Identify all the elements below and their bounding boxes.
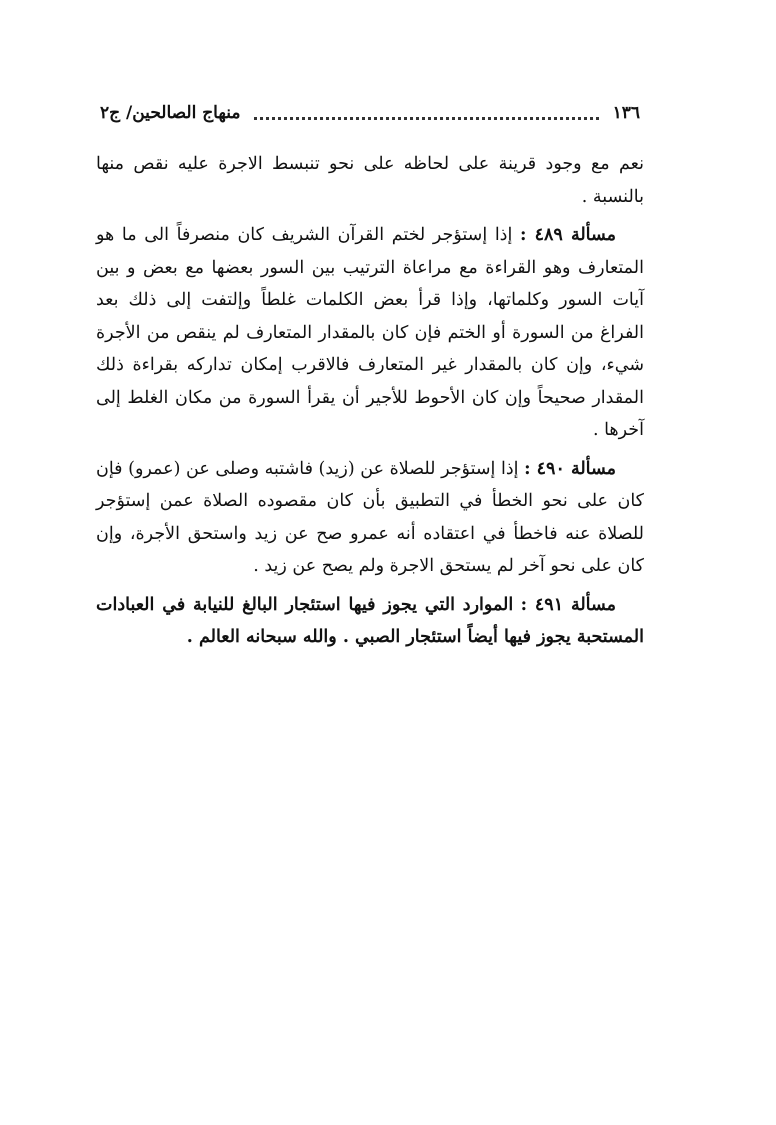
issue-490 bbox=[96, 453, 644, 583]
issue-text: إذا إستؤجر لختم القرآن الشريف كان منصرفاً الى ما هو المتعارف وهو القراءة مع مراعاة الترتيب بين السور بعضها مع بعض و بين آيات السور وكلماتها، وإذا قرأ بعض الكلمات غلطاً وإلتفت إلى ذلك بعد الفراغ من السورة أو الختم فإن كان بالمقدار المتعارف لم ينقص من الأجرة شيء، وإن كان بالمقدار غير المتعارف فالاقرب إمكان تداركه بقراءة ذلك المقدار صحيحاً وإن كان الأحوط للأجير أن يقرأ السورة من مكان الغلط إلى آخرها . bbox=[96, 225, 644, 440]
issue-text-bold: الموارد التي يجوز فيها استئجار البالغ للنيابة في العبادات المستحبة يجوز فيها أيضاً استئجار الصبي . والله سبحانه العالم . bbox=[96, 594, 644, 647]
book-title: منهاج الصالحين/ ج٢ bbox=[100, 103, 241, 123]
page-header bbox=[100, 98, 640, 128]
issue-text: إذا إستؤجر للصلاة عن (زيد) فاشتبه وصلى عن (عمرو) فإن كان على نحو الخطأ في التطبيق بأن كان مقصوده الصلاة عمن إستؤجر للصلاة عنه فاخطأ في اعتقاده أنه عمرو صح عن زيد واستحق الأجرة، وإن كان على نحو آخر لم يستحق الاجرة ولم يصح عن زيد . bbox=[96, 458, 644, 576]
page-number: ١٣٦ bbox=[612, 103, 640, 123]
issue-label: مسألة ٤٩١ : bbox=[520, 594, 616, 615]
paragraph-text: نعم مع وجود قرينة على لحاظه على نحو تنبسط الاجرة عليه نقص منها بالنسبة . bbox=[96, 154, 644, 207]
page-body bbox=[96, 148, 644, 660]
issue-491 bbox=[96, 589, 644, 654]
paragraph-continuation bbox=[96, 148, 644, 213]
issue-label: مسألة ٤٩٠ : bbox=[524, 458, 616, 479]
header-dot-leader bbox=[254, 115, 598, 120]
issue-label: مسألة ٤٨٩ : bbox=[519, 225, 616, 245]
issue-489 bbox=[96, 219, 644, 447]
